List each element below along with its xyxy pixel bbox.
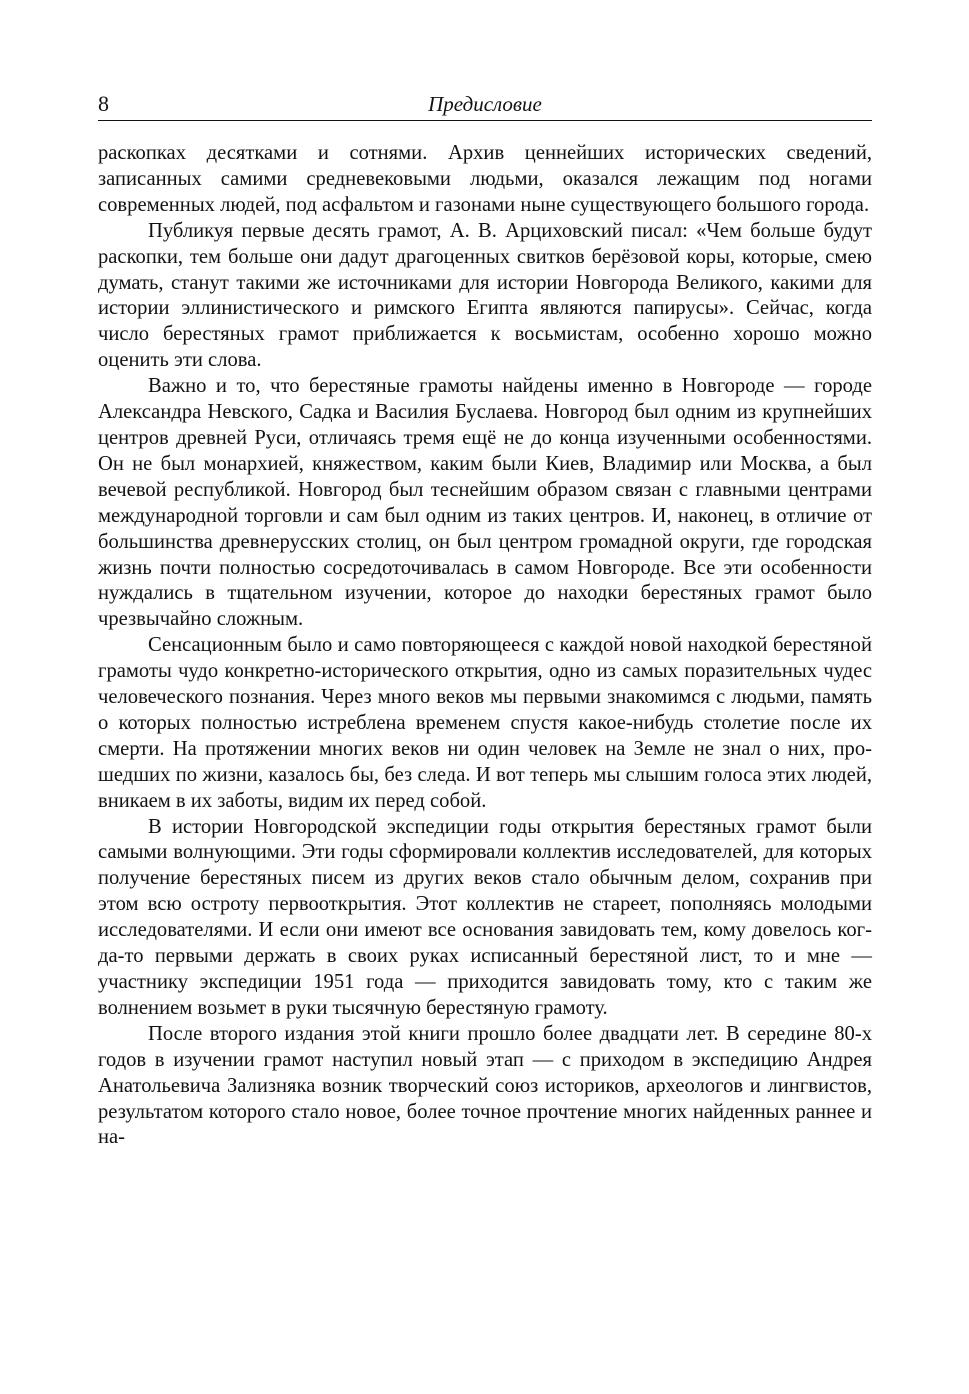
page-number: 8 xyxy=(98,91,109,116)
page-header xyxy=(98,90,872,121)
paragraph-second-edition: После второго издания этой книги прошло более двадцати лет. В середине 80-х годов в изучении грамот наступил новый этап — с приходом в экспедицию Андрея Анатольевича Зализняка возник творческий союз историков, археологов и лингвистов, результатом которого стало новое, более точное прочтение многих найденных раннее и на- xyxy=(98,1022,872,1149)
book-page xyxy=(98,90,872,1151)
paragraph-continuation: раскопках десятками и сотнями. Архив ценнейших исторических сведений, записанных самими средневековыми людьми, оказался лежащим под ногами современных людей, под асфальтом и газонами ныне существующего большого города. xyxy=(98,142,872,216)
paragraph-arkhikhovsky-quote: Публикуя первые десять грамот, А. В. Арциховский писал: «Чем больше будут раскопки, тем больше они дадут драгоценных свитков берёзовой коры, которые, смею думать, станут такими же источниками для истории Новгорода Великого, какими для истории эллинистического и римского Египта являются папирусы». Сейчас, когда число берестяных грамот приближается к восьмистам, особенно хорошо можно оценить эти слова. xyxy=(98,219,872,372)
running-title: Предисловие xyxy=(428,92,542,116)
body-text xyxy=(98,141,872,1151)
paragraph-sensational-discovery: Сенсационным было и само повторяющееся с каждой новой находкой берестяной грамоты чудо конкретно-исторического открытия, одно из самых поразительных чудес человеческого познания. Через много веков мы первыми знакомимся с людьми, память о которых полностью истреблена временем спустя какое-нибудь столетие после их смерти. На протяжении многих веков ни один человек на Земле не знал о них, прошедших по жизни, казалось бы, без следа. И вот теперь мы слышим голоса этих людей, вникаем в их заботы, видим их перед собой. xyxy=(98,634,872,812)
paragraph-expedition-history: В истории Новгородской экспедиции годы открытия берестяных грамот были самыми волнующими. Эти годы сформировали коллектив исследователей, для которых получение берестяных писем из других веков стало обычным делом, сохранив при этом всю остроту первооткрытия. Этот коллектив не стареет, пополняясь молодыми исследователями. И если они имеют все основания завидовать тем, кому довелось когда-то первыми держать в своих руках исписанный берестяной лист, то и мне — участнику экспедиции 1951 года — приходится завидовать тому, кто с таким же волнением возьмет в руки тысячную берестяную грамоту. xyxy=(98,815,872,1019)
paragraph-novgorod-importance: Важно и то, что берестяные грамоты найдены именно в Новгороде — городе Александра Невского, Садка и Василия Буслаева. Новгород был одним из крупнейших центров древней Руси, отличаясь тремя ещё не до конца изученными особенностями. Он не был монархией, княжеством, каким были Киев, Владимир или Москва, а был вечевой республикой. Новгород был теснейшим образом связан с главными центрами международной торговли и сам был одним из таких центров. И, наконец, в отличие от большинства древнерусских столиц, он был центром громадной округи, где городская жизнь почти полностью сосредоточивалась в самом Новгороде. Все эти особенности нуждались в тщательном изучении, которое до находки берестяных грамот было чрезвычайно сложным. xyxy=(98,375,872,631)
